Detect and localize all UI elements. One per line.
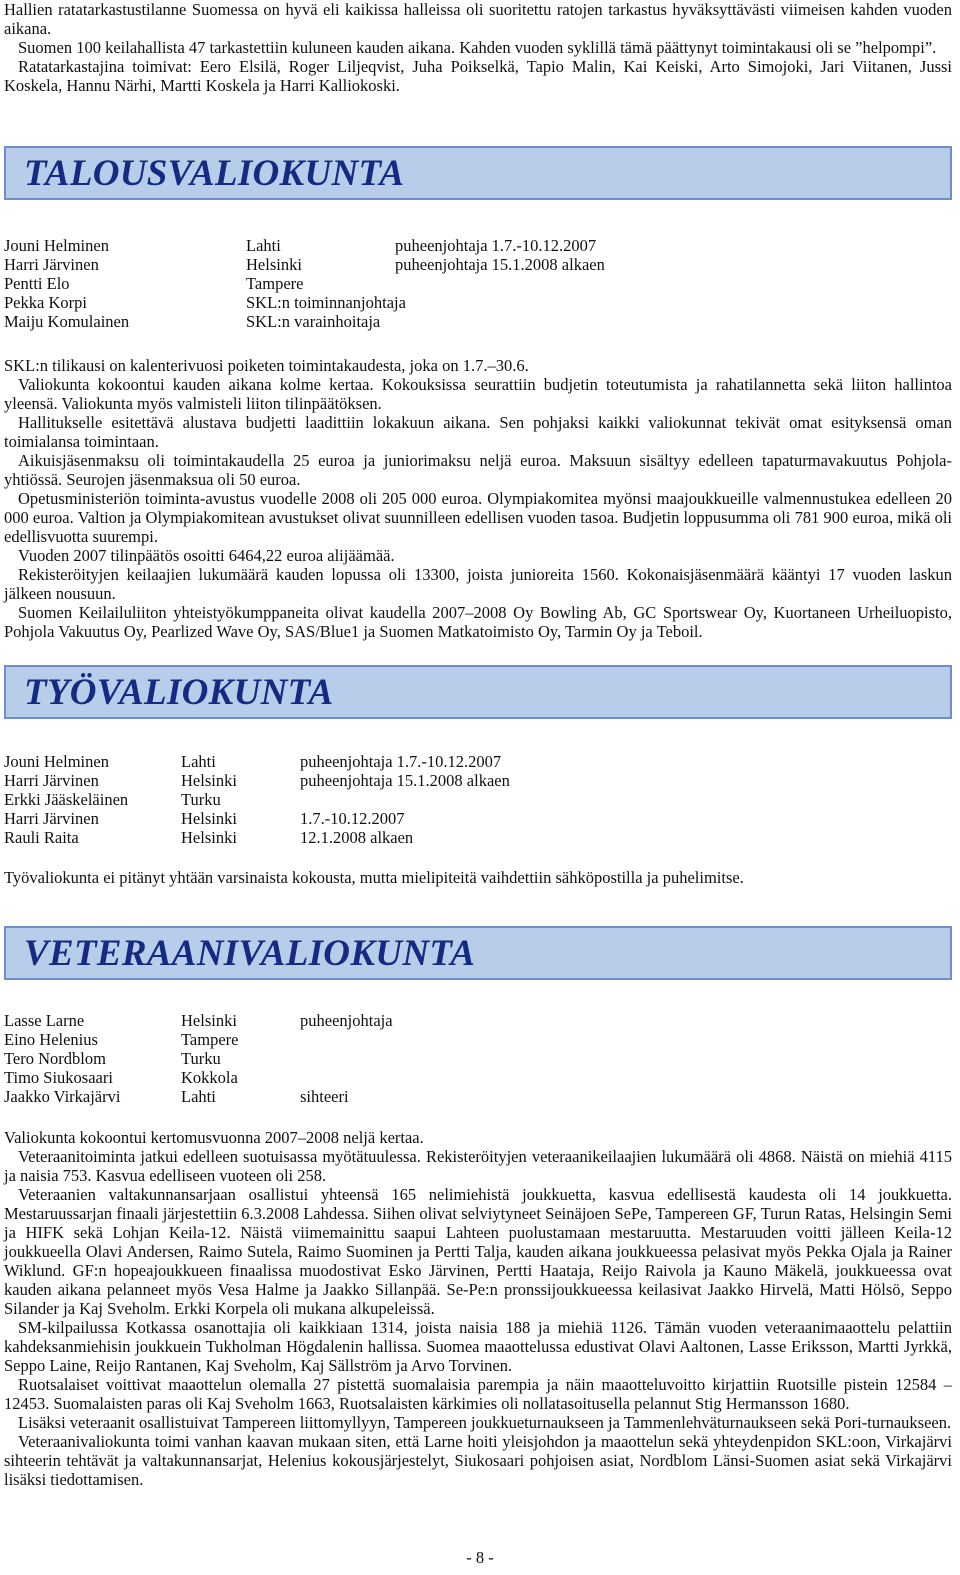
member-role: 12.1.2008 alkaen [300, 828, 414, 847]
tyo-paragraph: Työvaliokunta ei pitänyt yhtään varsinaista kokousta, mutta mielipiteitä vaihdettiin sähköpostilla ja puhelimitse. [4, 868, 744, 887]
member-place: Lahti [181, 1087, 216, 1106]
veteraani-text [4, 1128, 952, 1489]
member-place: Lahti [246, 236, 281, 255]
member-name: Jouni Helminen [4, 752, 109, 771]
member-role: puheenjohtaja 1.7.-10.12.2007 [300, 752, 502, 771]
member-role: 1.7.-10.12.2007 [300, 809, 405, 828]
veteraani-paragraph: Lisäksi veteraanit osallistuivat Tampereen liittomyllyyn, Tampereen joukkueturnaukseen ja Tammenlehväturnaukseen sekä Pori-turnaukseen. [18, 1413, 952, 1432]
talous-paragraph: SKL:n tilikausi on kalenterivuosi poiketen toimintakaudesta, joka on 1.7.–30.6. [4, 356, 529, 375]
member-name: Maiju Komulainen [4, 312, 130, 331]
member-place: Helsinki [181, 809, 237, 828]
veteraani-section-banner [4, 926, 952, 980]
page-number: - 8 - [466, 1548, 494, 1567]
member-name: Timo Siukosaari [4, 1068, 113, 1087]
member-name: Harri Järvinen [4, 255, 99, 274]
member-name: Erkki Jääskeläinen [4, 790, 129, 809]
member-role: sihteeri [300, 1087, 349, 1106]
member-place: Helsinki [181, 771, 237, 790]
intro-paragraph: Suomen 100 keilahallista 47 tarkastettiin kuluneen kauden aikana. Kahden vuoden syklillä tämä päättynyt toimintakausi oli se ”helpompi”. [18, 38, 937, 57]
member-name: Rauli Raita [4, 828, 79, 847]
intro-paragraph: Hallien ratatarkastustilanne Suomessa on hyvä eli kaikissa halleissa oli suoritettu ratojen tarkastus hyväksyttävästi viimeisen kahden vuoden aikana. [4, 0, 952, 38]
veteraani-paragraph: SM-kilpailussa Kotkassa osanottajia oli kaikkiaan 1314, joista naisia 188 ja miehiä 1126. Tämän vuoden veteraanimaaottelu pelattiin kahdeksanmiehisin joukkuein Tukholman Högdalenin hallissa. Suomea maaottelussa edustivat Olavi Aaltonen, Lasse Eriksson, Martti Jyrkkä, Seppo Laine, Reijo Rantanen, Kaj Sveholm, Kaj Sällström ja Arvo Torvinen. [4, 1318, 952, 1375]
veteraani-paragraph: Veteraanivaliokunta toimi vanhan kaavan mukaan siten, että Larne hoiti yleisjohdon ja maaottelun sekä yhteydenpidon SKL:oon, Virkajärvi sihteerin tehtävät ja valtakunnansarjat, Helenius kokousjärjestelyt, Siukosaari pohjoisen asiat, Nordblom Länsi-Suomen asiat sekä Virkajärvi lisäksi tiedottamisen. [4, 1432, 952, 1489]
talous-paragraph: Rekisteröityjen keilaajien lukumäärä kauden lopussa oli 13300, joista junioreita 1560. Kokonaisjäsenmäärä kääntyi 17 vuoden laskun jälkeen nousuun. [4, 565, 952, 603]
member-place: Turku [181, 1049, 221, 1068]
talous-section-banner [4, 146, 952, 200]
member-role: puheenjohtaja 15.1.2008 alkaen [395, 255, 605, 274]
veteraani-paragraph: Valiokunta kokoontui kertomusvuonna 2007–2008 neljä kertaa. [4, 1128, 424, 1147]
member-place: SKL:n varainhoitaja [246, 312, 381, 331]
member-place: Turku [181, 790, 221, 809]
member-name: Harri Järvinen [4, 771, 99, 790]
member-role: puheenjohtaja 1.7.-10.12.2007 [395, 236, 597, 255]
member-place: Helsinki [246, 255, 302, 274]
tyo-section-title: TYÖVALIOKUNTA [24, 672, 334, 713]
member-place: Tampere [181, 1030, 239, 1049]
talous-paragraph: Hallitukselle esitettävä alustava budjetti laadittiin lokakuun aikana. Sen pohjaksi kaikki valiokunnat tekivät omat esityksensä oman toimialansa toimintaan. [4, 413, 952, 451]
member-name: Tero Nordblom [4, 1049, 106, 1068]
talous-paragraph: Valiokunta kokoontui kauden aikana kolme kertaa. Kokouksissa seurattiin budjetin toteutumista ja rahatilannetta sekä liiton hallintoa yleensä. Valiokunta myös valmisteli liiton tilinpäätöksen. [4, 375, 952, 413]
member-role: puheenjohtaja [300, 1011, 393, 1030]
member-place: Helsinki [181, 1011, 237, 1030]
member-name: Jouni Helminen [4, 236, 109, 255]
member-place: Helsinki [181, 828, 237, 847]
talous-paragraph: Aikuisjäsenmaksu oli toimintakaudella 25 euroa ja juniorimaksu neljä euroa. Maksuun sisältyy edelleen tapaturmavakuutus Pohjola-yhtiössä. Seurojen jäsenmaksua oli 50 euroa. [4, 451, 952, 489]
member-place: SKL:n toiminnanjohtaja [246, 293, 406, 312]
veteraani-paragraph: Veteraanitoiminta jatkui edelleen suotuisassa myötätuulessa. Rekisteröityjen veteraanikeilaajien lukumäärä oli 4868. Näistä on miehiä 4115 ja naisia 753. Kasvua edelliseen vuoteen oli 258. [4, 1147, 952, 1185]
tyo-section-banner [4, 665, 952, 719]
talous-paragraph: Opetusministeriön toiminta-avustus vuodelle 2008 oli 205 000 euroa. Olympiakomitea myönsi maajoukkueille valmennustukea edelleen 20 000 euroa. Valtion ja Olympiakomitean avustukset olivat suunnilleen edellisen vuoden tasoa. Budjetin loppusumma oli 781 900 euroa, mikä oli edellisvuotta suurempi. [4, 489, 952, 546]
talous-section-title: TALOUSVALIOKUNTA [24, 153, 405, 194]
member-name: Pekka Korpi [4, 293, 87, 312]
veteraani-paragraph: Veteraanien valtakunnansarjaan osallistui yhteensä 165 nelimiehistä joukkuetta, kasvua edellisestä kaudesta oli 14 joukkuetta. Mestaruussarjan finaali järjestettiin 6.3.2008 Lahdessa. Siihen olivat selviytyneet Seinäjoen SePe, Tampereen GF, Turun Ratas, Helsingin Semi ja HIFK sekä Lohjan Keila-12. Näistä viimemainittu saapui Lahteen puolustamaan mestaruutta. Mestaruuden voitti jälleen Keila-12 joukkueella Olavi Andersen, Raimo Sutela, Raimo Suominen ja Pertti Talja, kauden aikana joukkueessa pelasivat myös Pekka Ojala ja Rainer Wiklund. GF:n hopeajoukkueen finaalissa muodostivat Esko Järvinen, Pertti Haataja, Reijo Raivola ja Kauno Mäkelä, joukkueessa ovat kauden aikana pelanneet myös Vesa Halme ja Jaakko Sillanpää. Se-Pe:n pronssijoukkueessa keilasivat Jaakko Hirvelä, Matti Hölsö, Seppo Silander ja Kaj Sveholm. Erkki Korpela oli mukana alkupeleissä. [4, 1185, 952, 1318]
member-role: puheenjohtaja 15.1.2008 alkaen [300, 771, 510, 790]
intro-section [4, 0, 952, 95]
tyo-text [4, 868, 952, 887]
member-name: Eino Helenius [4, 1030, 98, 1049]
member-place: Lahti [181, 752, 216, 771]
veteraani-paragraph: Ruotsalaiset voittivat maaottelun olemalla 27 pistettä suomalaisia parempia ja näin maaotteluvoitto kirjattiin Ruotsille pistein 12584 – 12453. Suomalaisten paras oli Kaj Sveholm 1663, Ruotsalaisten kärkimies oli nollatasoitusella pelannut Stig Hermansson 1680. [4, 1375, 952, 1413]
talous-paragraph: Vuoden 2007 tilinpäätös osoitti 6464,22 euroa alijäämää. [18, 546, 395, 565]
member-place: Kokkola [181, 1068, 238, 1087]
talous-text [4, 356, 952, 641]
member-name: Jaakko Virkajärvi [4, 1087, 121, 1106]
intro-paragraph: Ratatarkastajina toimivat: Eero Elsilä, Roger Liljeqvist, Juha Poikselkä, Tapio Malin, Kai Keiski, Arto Simojoki, Jari Viitanen, Jussi Koskela, Hannu Närhi, Martti Koskela ja Harri Kalliokoski. [4, 57, 952, 95]
member-name: Harri Järvinen [4, 809, 99, 828]
member-place: Tampere [246, 274, 304, 293]
talous-paragraph: Suomen Keilailuliiton yhteistyökumppaneita olivat kaudella 2007–2008 Oy Bowling Ab, GC Sportswear Oy, Kuortaneen Urheiluopisto, Pohjola Vakuutus Oy, Pearlized Wave Oy, SAS/Blue1 ja Suomen Matkatoimisto Oy, Tarmin Oy ja Teboil. [4, 603, 952, 641]
member-name: Lasse Larne [4, 1011, 85, 1030]
member-name: Pentti Elo [4, 274, 70, 293]
veteraani-section-title: VETERAANIVALIOKUNTA [24, 933, 476, 974]
